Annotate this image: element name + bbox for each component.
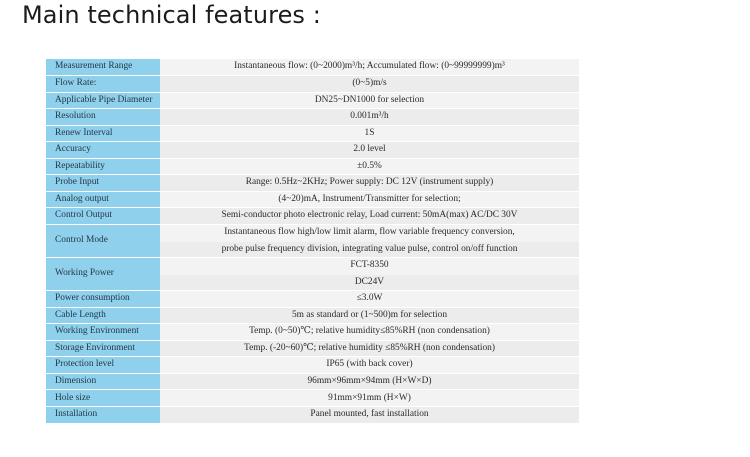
spec-value: 2.0 level: [160, 142, 579, 159]
spec-label: Accuracy: [46, 142, 160, 159]
spec-row: [46, 92, 579, 109]
spec-label: Probe Input: [46, 175, 160, 192]
spec-label: Working Environment: [46, 324, 160, 341]
spec-table: [46, 59, 579, 424]
spec-label: Dimension: [46, 373, 160, 390]
spec-row: [46, 324, 579, 341]
spec-label: Power consumption: [46, 291, 160, 308]
spec-value: ≤3.0W: [160, 291, 579, 308]
spec-label: Working Power: [46, 258, 160, 291]
spec-row: [46, 406, 579, 423]
spec-row: [46, 158, 579, 175]
spec-value: 5m as standard or (1~500)m for selection: [160, 307, 579, 324]
spec-table-body: [46, 59, 579, 423]
page-title: Main technical features :: [22, 1, 321, 29]
spec-row: [46, 175, 579, 192]
spec-value: 1S: [160, 125, 579, 142]
spec-row: [46, 373, 579, 390]
spec-label: Installation: [46, 406, 160, 423]
spec-row: [46, 59, 579, 76]
spec-value: IP65 (with back cover): [160, 357, 579, 374]
spec-value: Range: 0.5Hz~2KHz; Power supply: DC 12V (instrument supply): [160, 175, 579, 192]
spec-value: Temp. (0~50)℃; relative humidity≤85%RH (non condensation): [160, 324, 579, 341]
spec-value: probe pulse frequency division, integrating value pulse, control on/off function: [160, 241, 579, 258]
spec-label: Applicable Pipe Diameter: [46, 92, 160, 109]
spec-value: 96mm×96mm×94mm (H×W×D): [160, 373, 579, 390]
spec-value: (4~20)mA, Instrument/Transmitter for selection;: [160, 191, 579, 208]
spec-value: Temp. (-20~60)℃; relative humidity ≤85%RH (non condensation): [160, 340, 579, 357]
spec-value: (0~5)m/s: [160, 76, 579, 93]
spec-value: 91mm×91mm (H×W): [160, 390, 579, 407]
spec-label: Repeatability: [46, 158, 160, 175]
spec-row: [46, 307, 579, 324]
spec-value: Instantaneous flow: (0~2000)m³/h; Accumulated flow: (0~99999999)m³: [160, 59, 579, 76]
spec-label: Resolution: [46, 109, 160, 126]
spec-value: Instantaneous flow high/low limit alarm, flow variable frequency conversion,: [160, 224, 579, 241]
spec-row: [46, 291, 579, 308]
spec-row: [46, 76, 579, 93]
spec-row: [46, 258, 579, 275]
spec-label: Hole size: [46, 390, 160, 407]
spec-row: [46, 340, 579, 357]
spec-value: DC24V: [160, 274, 579, 291]
spec-value: Semi-conductor photo electronic relay, Load current: 50mA(max) AC/DC 30V: [160, 208, 579, 225]
spec-label: Control Output: [46, 208, 160, 225]
spec-label: Renew Interval: [46, 125, 160, 142]
spec-value: ±0.5%: [160, 158, 579, 175]
spec-label: Control Mode: [46, 224, 160, 257]
spec-row: [46, 357, 579, 374]
spec-row: [46, 109, 579, 126]
spec-value: FCT-8350: [160, 258, 579, 275]
spec-value: 0.001m³/h: [160, 109, 579, 126]
spec-row: [46, 142, 579, 159]
spec-label: Flow Rate:: [46, 76, 160, 93]
spec-row: [46, 224, 579, 241]
spec-row: [46, 191, 579, 208]
spec-value: Panel mounted, fast installation: [160, 406, 579, 423]
spec-row: [46, 390, 579, 407]
spec-value: DN25~DN1000 for selection: [160, 92, 579, 109]
spec-row: [46, 208, 579, 225]
spec-label: Protection level: [46, 357, 160, 374]
spec-label: Cable Length: [46, 307, 160, 324]
spec-label: Analog output: [46, 191, 160, 208]
spec-row: [46, 125, 579, 142]
spec-label: Storage Environment: [46, 340, 160, 357]
spec-label: Measurement Range: [46, 59, 160, 76]
